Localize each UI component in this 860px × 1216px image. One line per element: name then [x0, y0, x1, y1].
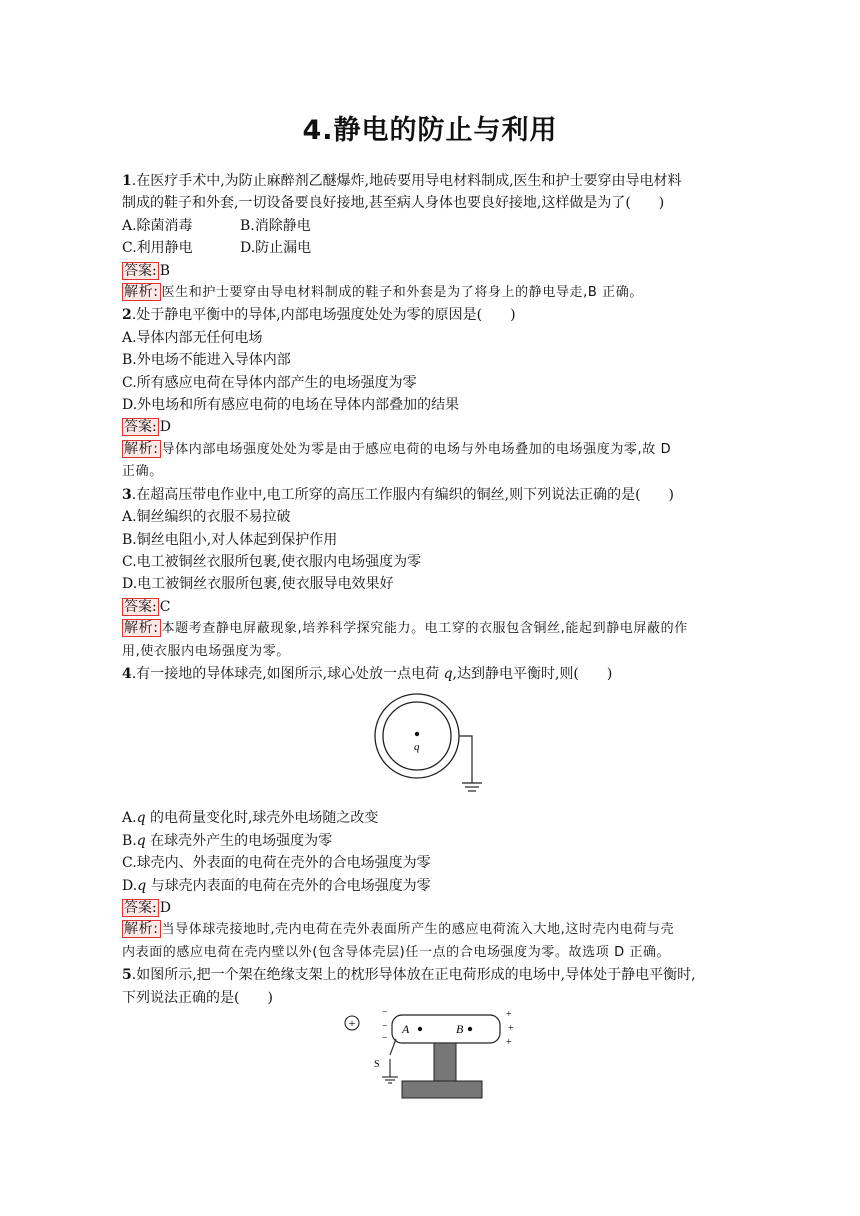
grounded-shell-figure: [372, 691, 492, 801]
option-b: B.外电场不能进入导体内部: [122, 352, 291, 369]
option-a: A.导体内部无任何电场: [122, 329, 263, 346]
question-number: 3: [122, 486, 132, 503]
question-stem-cont: 下列说法正确的是( ): [122, 989, 273, 1006]
analysis-text: 当导体球壳接地时,壳内电荷在壳外表面所产生的感应电荷流入大地,这时壳内电荷与壳: [161, 922, 675, 938]
option-b: B.铜丝电阻小,对人体起到保护作用: [122, 531, 338, 548]
question-stem: .有一接地的导体球壳,如图所示,球心处放一点电荷: [131, 665, 444, 682]
svg-text:−: −: [382, 1021, 388, 1032]
analysis-text: 本题考查静电屏蔽现象,培养科学探究能力。电工穿的衣服包含铜丝,能起到静电屏蔽的作: [161, 621, 688, 637]
positive-charge-sign: +: [348, 1016, 356, 1030]
question-list: [122, 170, 742, 1101]
point-b: [468, 1027, 472, 1031]
analysis-row: [122, 919, 742, 941]
point-b-label: B: [456, 1022, 464, 1036]
analysis-tag: 解析:: [124, 921, 159, 938]
question-number: 5: [122, 967, 132, 984]
analysis-text: 导体内部电场强度处处为零是由于感应电荷的电场与外电场叠加的电场强度为零,故 D: [161, 441, 672, 457]
answer-value: D: [159, 419, 171, 436]
option-d: D.电工被铜丝衣服所包裹,使衣服导电效果好: [122, 576, 394, 593]
options-row: [122, 237, 742, 259]
option-b: B.消除静电: [240, 217, 311, 234]
analysis-row: [122, 282, 742, 304]
svg-text:+: +: [506, 1011, 512, 1020]
option-a: A.铜丝编织的衣服不易拉破: [122, 509, 291, 526]
ground-icon: [382, 1077, 398, 1083]
option-c: C.利用静电: [122, 240, 193, 257]
options-row: [122, 215, 742, 237]
question-number: 4: [122, 665, 132, 682]
question-stem: .处于静电平衡中的导体,内部电场强度处处为零的原因是( ): [131, 307, 516, 324]
charge-symbol: q: [443, 665, 453, 682]
point-charge-label: q: [414, 741, 420, 754]
charge-symbol: q: [136, 832, 146, 849]
option-d: D.防止漏电: [240, 240, 312, 257]
page-title: 4.静电的防止与利用: [302, 115, 558, 146]
switch-label: S: [374, 1059, 380, 1070]
analysis-row: [122, 439, 742, 461]
answer-tag: 答案:: [124, 598, 157, 615]
option-a: A.除菌消毒: [122, 217, 193, 234]
question-4: [122, 663, 742, 964]
option-d: D.q 与球壳内表面的电荷在壳外的合电场强度为零: [122, 877, 431, 894]
point-charge: [415, 732, 419, 736]
switch-lever: [390, 1039, 396, 1055]
option-c: C.电工被铜丝衣服所包裹,使衣服内电场强度为零: [122, 553, 422, 570]
ground-icon: [462, 783, 482, 791]
option-b: B.q 在球壳外产生的电场强度为零: [122, 832, 333, 849]
answer-row: [122, 897, 742, 919]
point-a-label: A: [402, 1022, 410, 1036]
question-stem-cont: 制成的鞋子和外套,一切设备要良好接地,甚至病人身体也要良好接地,这样做是为了( ): [122, 195, 665, 212]
answer-value: C: [159, 598, 171, 615]
question-3: [122, 484, 742, 663]
insulating-stand-post: [434, 1043, 456, 1083]
question-1: [122, 170, 742, 304]
answer-row: [122, 596, 742, 618]
question-number: 1: [122, 173, 132, 189]
analysis-text-cont: 内表面的感应电荷在壳内壁以外(包含导体壳层)任一点的合电场强度为零。故选项 D 正确。: [122, 944, 671, 960]
option-d: D.外电场和所有感应电荷的电场在导体内部叠加的结果: [122, 397, 460, 414]
insulating-stand-base: [402, 1081, 482, 1098]
question-2: [122, 304, 742, 483]
question-number: 2: [122, 307, 132, 324]
question-5: [122, 964, 742, 1101]
charge-symbol: q: [137, 877, 147, 894]
answer-tag: 答案:: [124, 899, 157, 916]
analysis-tag: 解析:: [124, 440, 159, 457]
option-c: C.所有感应电荷在导体内部产生的电场强度为零: [122, 374, 417, 391]
svg-text:+: +: [508, 1023, 514, 1034]
analysis-text-cont: 正确。: [122, 464, 163, 480]
question-stem: .在超高压带电作业中,电工所穿的高压工作服内有编织的铜丝,则下列说法正确的是( ): [131, 486, 675, 503]
answer-tag: 答案:: [124, 419, 157, 436]
analysis-row: [122, 618, 742, 640]
answer-value: B: [159, 262, 171, 279]
question-stem-end: ,达到静电平衡时,则( ): [452, 665, 613, 682]
analysis-tag: 解析:: [124, 284, 159, 301]
point-a: [418, 1027, 422, 1031]
question-stem: .如图所示,把一个架在绝缘支架上的枕形导体放在正电荷形成的电场中,导体处于静电平衡时,: [131, 967, 696, 984]
option-c: C.球壳内、外表面的电荷在壳外的合电场强度为零: [122, 855, 431, 872]
analysis-tag: 解析:: [124, 620, 159, 637]
answer-value: D: [159, 899, 171, 916]
ground-wire: [459, 736, 472, 783]
answer-tag: 答案:: [124, 262, 157, 279]
answer-row: [122, 416, 742, 438]
question-stem: .在医疗手术中,为防止麻醉剂乙醚爆炸,地砖要用导电材料制成,医生和护士要穿由导电材料: [131, 173, 682, 189]
svg-text:−: −: [382, 1011, 388, 1018]
analysis-text: 医生和护士要穿由导电材料制成的鞋子和外套是为了将身上的静电导走,B 正确。: [161, 285, 643, 301]
analysis-text-cont: 用,使衣服内电场强度为零。: [122, 643, 290, 659]
charge-symbol: q: [136, 810, 146, 827]
option-a: A.q 的电荷量变化时,球壳外电场随之改变: [122, 810, 379, 827]
pillow-conductor-figure: [340, 1011, 530, 1101]
answer-row: [122, 260, 742, 282]
svg-text:+: +: [506, 1037, 512, 1048]
svg-text:−: −: [382, 1033, 388, 1044]
